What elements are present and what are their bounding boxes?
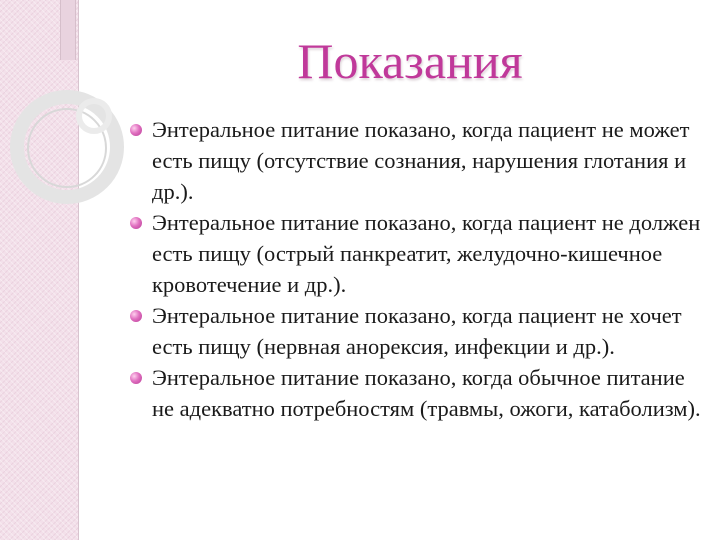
bullet-list <box>130 114 705 424</box>
bullet-item <box>130 362 705 424</box>
bullet-text: Энтеральное питание показано, когда обычное питание не адекватно потребностям (травмы, ожоги, катаболизм). <box>152 365 701 421</box>
decorative-top-strip <box>60 0 76 60</box>
bullet-item <box>130 207 705 300</box>
decorative-ring-small <box>76 98 112 134</box>
bullet-text: Энтеральное питание показано, когда пациент не хочет есть пищу (нервная анорексия, инфекции и др.). <box>152 303 682 359</box>
slide-title: Показания <box>297 33 523 89</box>
bullet-item <box>130 300 705 362</box>
bullet-text: Энтеральное питание показано, когда пациент не может есть пищу (отсутствие сознания, нарушения глотания и др.). <box>152 117 690 204</box>
bullet-dot-icon <box>130 310 142 322</box>
bullet-dot-icon <box>130 372 142 384</box>
bullet-text: Энтеральное питание показано, когда пациент не должен есть пищу (острый панкреатит, желудочно-кишечное кровотечение и др.). <box>152 210 701 297</box>
decorative-side-band <box>0 0 79 540</box>
bullet-dot-icon <box>130 217 142 229</box>
bullet-item <box>130 114 705 207</box>
bullet-dot-icon <box>130 124 142 136</box>
